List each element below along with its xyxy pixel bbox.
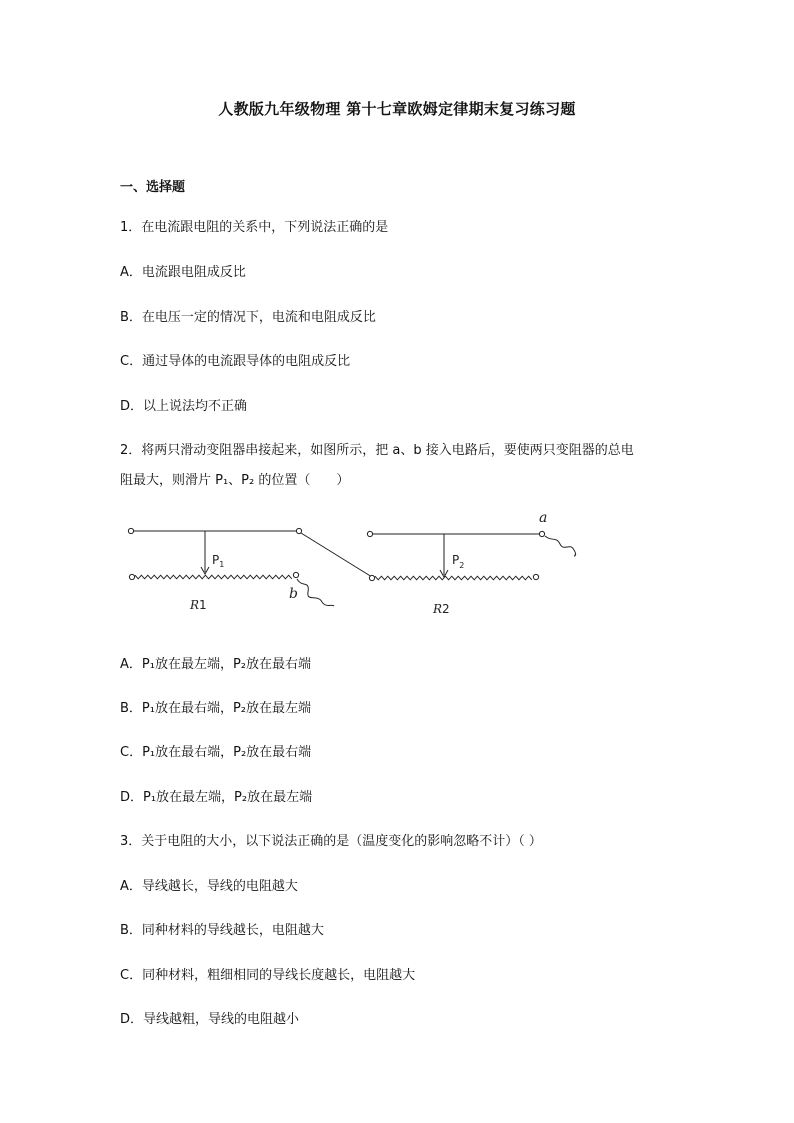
- label-terminal-b: b: [289, 586, 298, 602]
- connecting-wire: [301, 533, 372, 577]
- r1-top-left-terminal: [128, 528, 133, 533]
- label-terminal-a: a: [539, 510, 548, 526]
- r2-bottom-right-terminal: [533, 574, 538, 579]
- question-1-stem: 1．在电流跟电阻的关系中，下列说法正确的是: [120, 220, 389, 235]
- question-2-option-b: B．P₁放在最右端，P₂放在最左端: [120, 701, 312, 716]
- question-3-option-c: C．同种材料，粗细相同的导线长度越长，电阻越大: [120, 968, 416, 983]
- lead-wire-a: [545, 536, 576, 556]
- question-1-option-d: D．以上说法均不正确: [120, 399, 248, 414]
- r1-bottom-left-terminal: [129, 574, 134, 579]
- r1-bottom-right-terminal: [293, 572, 298, 577]
- r2-bottom-left-terminal: [369, 575, 374, 580]
- question-1-option-b: B．在电压一定的情况下，电流和电阻成反比: [120, 310, 376, 325]
- label-p2: $P_2$: [452, 553, 465, 570]
- question-3-option-a: A．导线越长，导线的电阻越大: [120, 879, 298, 894]
- question-3-stem: 3．关于电阻的大小，以下说法正确的是（温度变化的影响忽略不计）（ ）: [120, 834, 542, 849]
- question-1-option-a: A．电流跟电阻成反比: [120, 265, 246, 280]
- question-3-option-d: D．导线越粗，导线的电阻越小: [120, 1012, 300, 1027]
- question-2-option-c: C．P₁放在最右端，P₂放在最右端: [120, 745, 312, 760]
- question-3-option-b: B．同种材料的导线越长，电阻越大: [120, 923, 324, 938]
- page-title: 人教版九年级物理 第十七章欧姆定律期末复习练习题: [218, 100, 576, 118]
- label-p1: $P_1$: [212, 553, 225, 569]
- r2-top-left-terminal: [367, 531, 372, 536]
- question-2-option-d: D．P₁放在最左端，P₂放在最左端: [120, 790, 313, 805]
- label-r1: R1: [190, 598, 207, 612]
- question-2-stem-line-1: 2．将两只滑动变阻器串接起来，如图所示，把 a、b 接入电路后，要使两只变阻器的总电: [120, 443, 634, 458]
- label-r2: R2: [433, 602, 450, 616]
- r2-top-right-terminal: [539, 531, 544, 536]
- r1-resistance-coil: [135, 575, 292, 579]
- r1-top-right-terminal: [296, 528, 301, 533]
- rheostat-circuit-diagram: [118, 508, 588, 620]
- r2-resistance-coil: [375, 576, 532, 580]
- lead-wire-b: [297, 579, 334, 606]
- question-2-option-a: A．P₁放在最左端，P₂放在最右端: [120, 657, 311, 672]
- question-1-option-c: C．通过导体的电流跟导体的电阻成反比: [120, 354, 351, 369]
- section-heading: 一、选择题: [120, 180, 186, 195]
- question-2-stem-line-2: 阻最大，则滑片 P₁、P₂ 的位置（ ）: [120, 473, 350, 488]
